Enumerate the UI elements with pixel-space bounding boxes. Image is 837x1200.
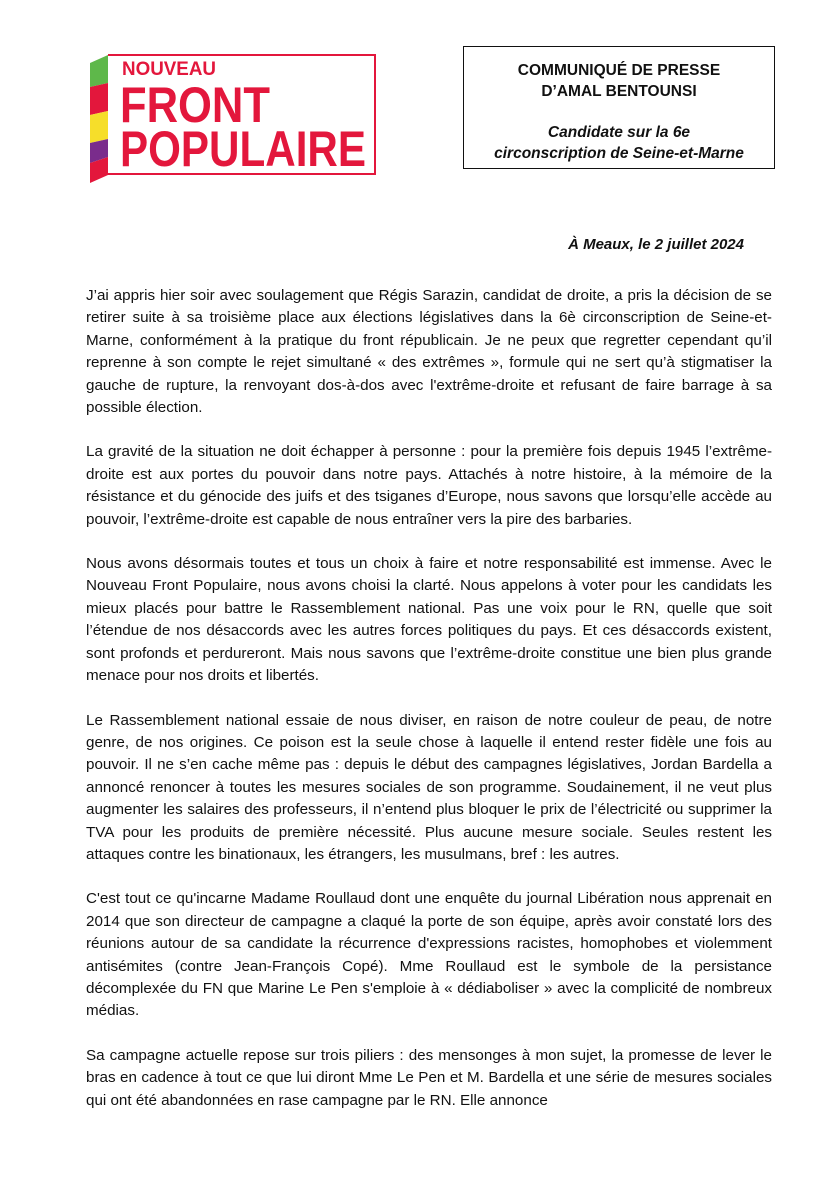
logo-word-front: FRONT <box>120 77 270 133</box>
paragraph-6: Sa campagne actuelle repose sur trois piliers : des mensonges à mon sujet, la promesse de lever le bras en cadence à tout ce que lui diront Mme Le Pen et M. Bardella et une série de mesures sociales qui ont été abandonnées en rase campagne par le RN. Elle annonce <box>86 1046 772 1109</box>
subtitle-line-2: circonscription de Seine-et-Marne <box>494 145 744 162</box>
paragraph-2: La gravité de la situation ne doit échapper à personne : pour la première fois depuis 1945 l’extrême-droite est aux portes du pouvoir dans notre pays. Attachés à notre histoire, à la mémoire de la résistance et du génocide des juifs et des tsiganes d’Europe, nous savons que lorsqu’elle accède au pouvoir, l’extrême-droite est capable de nous entraîner vers la pire des barbaries. <box>86 443 772 528</box>
dateline: À Meaux, le 2 juillet 2024 <box>568 236 744 253</box>
paragraph-4: Le Rassemblement national essaie de nous diviser, en raison de notre couleur de peau, de notre genre, de nos origines. Ce poison est la seule chose à laquelle il entend rester fidèle une fois au pouvoir. Il ne s’en cache même pas : depuis le début des campagnes législatives, Jordan Bardella a annoncé renoncer à toutes les mesures sociales de son programme. Soudainement, il ne veut plus augmenter les salaires des professeurs, il n’entend plus bloquer le prix de l’électricité ou supprimer la TVA pour les produits de première nécessité. Plus aucune mesure sociale. Seules restent les attaques contre les binationaux, les étrangers, les musulmans, bref : les autres. <box>86 711 772 863</box>
press-release-title <box>464 60 774 102</box>
press-release-header-box <box>463 46 775 169</box>
paragraph-1: J’ai appris hier soir avec soulagement que Régis Sarazin, candidat de droite, a pris la décision de se retirer suite à sa troisième place aux élections législatives dans la 6è circonscription de Seine-et-Marne, conformément à la pratique du front républicain. Je ne peux que regretter cependant qu’il reprenne à son compte le rejet simultané « des extrêmes », formule qui ne sert qu’à stigmatiser la gauche de rupture, la renvoyant dos-à-dos avec l'extrême-droite et refusant de faire barrage à sa possible élection. <box>86 287 772 417</box>
logo-stripe-yellow <box>90 111 108 143</box>
logo-word-populaire: POPULAIRE <box>120 121 366 177</box>
paragraph-3: Nous avons désormais toutes et tous un choix à faire et notre responsabilité est immense. Avec le Nouveau Front Populaire, nous avons choisi la clarté. Nous appelons à voter pour les candidats les mieux placés pour battre le Rassemblement national. Pas une voix pour le RN, quelle que soit l’étendue de nos désaccords avec les autres forces politiques du pays. Et ces désaccords existent, sont profonds et perdureront. Mais nous savons que l’extrême-droite constitue une bien plus grande menace pour nos droits et libertés. <box>86 555 772 685</box>
logo-stripe-red <box>90 83 108 115</box>
candidate-subtitle <box>464 122 774 164</box>
press-release-body <box>86 285 772 1134</box>
logo-word-nouveau: NOUVEAU <box>122 59 216 80</box>
logo-stripe-green <box>90 55 108 87</box>
nouveau-front-populaire-logo <box>88 53 378 185</box>
paragraph-5: C'est tout ce qu'incarne Madame Roullaud dont une enquête du journal Libération nous apprenait en 2014 que son directeur de campagne a claqué la porte de son équipe, après avoir constaté lors des réunions autour de sa candidate la récurrence d'expressions racistes, homophobes et violemment antisémites (contre Jean-François Copé). Mme Roullaud est le symbole de la persistance décomplexée du FN que Marine Le Pen s'emploie à « dédiaboliser » avec la complicité de nombreux médias. <box>86 890 772 1020</box>
subtitle-line-1: Candidate sur la 6e <box>547 124 691 141</box>
title-line-1: COMMUNIQUÉ DE PRESSE <box>517 62 721 79</box>
title-line-2: D’AMAL BENTOUNSI <box>541 83 697 100</box>
